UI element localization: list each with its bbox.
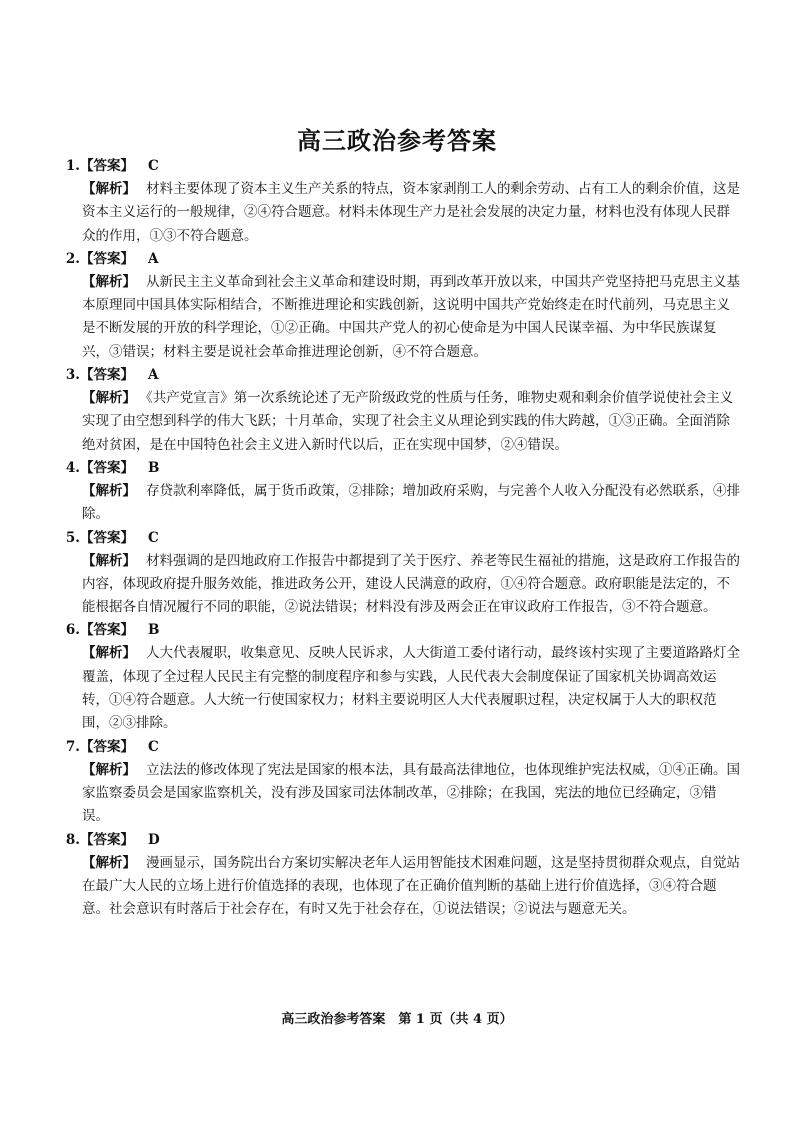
analysis-tag: 【解析】 xyxy=(82,181,136,197)
answer-line xyxy=(64,619,740,642)
question-number: 3. xyxy=(65,367,80,384)
analysis-text: 从新民主主义革命到社会主义革命和建设时期，再到改革开放以来，中国共产党坚持把马克思主义基本原理同中国具体实际相结合，不断推进理论和实践创新，这说明中国共产党始终走在时代前列，马克思主义是不断发展的开放的科学理论，①②正确。中国共产党人的初心使命是为中国人民谋幸福、为中华民族谋复兴，③错误；材料主要是说社会革命推进理论创新，④不符合题意。 xyxy=(82,273,740,360)
answer-tag: 【答案】 xyxy=(80,459,134,476)
analysis-text: 存贷款利率降低，属于货币政策，②排除；增加政府采购，与完善个人收入分配没有必然联系，④排除。 xyxy=(82,482,740,523)
answer-tag: 【答案】 xyxy=(80,367,134,384)
analysis-block xyxy=(64,759,740,829)
analysis-text: 立法法的修改体现了宪法是国家的根本法，具有最高法律地位，也体现维护宪法权威，①④正确。国家监察委员会是国家监察机关，没有涉及国家司法体制改革，②排除；在我国，宪法的地位已经确定，③错误。 xyxy=(82,761,740,825)
answer-tag: 【答案】 xyxy=(80,622,134,639)
analysis-block xyxy=(64,178,740,248)
answer-tag: 【答案】 xyxy=(80,831,134,848)
analysis-tag: 【解析】 xyxy=(82,273,136,290)
analysis-tag: 【解析】 xyxy=(82,761,136,778)
analysis-block xyxy=(64,550,740,620)
answer-line xyxy=(64,736,740,759)
question-number: 8. xyxy=(65,831,80,848)
question-number: 6. xyxy=(65,622,80,639)
answer-item xyxy=(64,736,740,829)
question-number: 2. xyxy=(65,250,80,267)
analysis-block xyxy=(64,480,740,527)
answer-value: A xyxy=(148,367,159,384)
analysis-text: 漫画显示，国务院出台方案切实解决老年人运用智能技术困难问题，这是坚持贯彻群众观点，自觉站在最广大人民的立场上进行价值选择的表现，也体现了在正确价值判断的基础上进行价值选择，③④符合题意。社会意识有时落后于社会存在，有时又先于社会存在，①说法错误；②说法与题意无关。 xyxy=(82,854,740,918)
answer-tag: 【答案】 xyxy=(80,250,134,267)
analysis-block xyxy=(64,387,740,457)
answer-tag: 【答案】 xyxy=(80,158,134,174)
analysis-text: 《共产党宣言》第一次系统论述了无产阶级政党的性质与任务，唯物史观和剩余价值学说使社会主义实现了由空想到科学的伟大飞跃；十月革命，实现了社会主义从理论到实践的伟大跨越，①③正确。全面消除绝对贫困，是在中国特色社会主义进入新时代以后，正在实现中国梦，②④错误。 xyxy=(82,390,734,453)
page-footer: 高三政治参考答案 第 1 页（共 4 页） xyxy=(281,1012,513,1027)
analysis-text: 材料强调的是四地政府工作报告中都提到了关于医疗、养老等民生福祉的措施，这是政府工作报告的内容，体现政府提升服务效能，推进政务公开，建设人民满意的政府，①④符合题意。政府职能是法定的，不能根据各自情况履行不同的职能，②说法错误；材料没有涉及两会正在审议政府工作报告，③不符合题意。 xyxy=(82,552,740,616)
answer-value: B xyxy=(148,459,160,476)
analysis-block xyxy=(64,271,740,364)
answer-item xyxy=(64,155,740,248)
answer-item xyxy=(64,248,740,364)
analysis-tag: 【解析】 xyxy=(82,390,136,407)
answer-line xyxy=(64,527,740,550)
analysis-tag: 【解析】 xyxy=(82,645,136,662)
analysis-block xyxy=(64,852,740,922)
answer-line xyxy=(64,364,740,387)
analysis-text: 人大代表履职，收集意见、反映人民诉求，人大街道工委付诸行动，最终该村实现了主要道路路灯全覆盖，体现了全过程人民民主有完整的制度程序和参与实践，人民代表大会制度保证了国家机关协调高效运转，①④符合题意。人大统一行使国家权力；材料主要说明区人大代表履职过程，决定权属于人大的职权范围，②③排除。 xyxy=(82,645,740,732)
answer-item xyxy=(64,457,740,527)
answer-list xyxy=(64,155,740,921)
question-number: 4. xyxy=(65,459,80,476)
answer-item xyxy=(64,527,740,620)
analysis-text: 材料主要体现了资本主义生产关系的特点，资本家剥削工人的剩余劳动、占有工人的剩余价值，这是资本主义运行的一般规律，②④符合题意。材料未体现生产力是社会发展的决定力量，材料也没有体现人民群众的作用，①③不符合题意。 xyxy=(82,181,740,244)
analysis-block xyxy=(64,642,740,735)
analysis-tag: 【解析】 xyxy=(82,482,136,499)
question-number: 7. xyxy=(65,738,80,755)
question-number: 1. xyxy=(65,158,80,174)
answer-item xyxy=(64,364,740,457)
analysis-tag: 【解析】 xyxy=(82,854,136,871)
answer-tag: 【答案】 xyxy=(80,529,134,546)
answer-value: C xyxy=(148,529,159,546)
answer-tag: 【答案】 xyxy=(80,738,134,755)
answer-line xyxy=(64,248,740,271)
answer-value: C xyxy=(148,738,159,755)
question-number: 5. xyxy=(65,529,80,546)
answer-line xyxy=(64,829,740,852)
answer-item xyxy=(64,619,740,735)
answer-value: C xyxy=(148,158,159,174)
answer-value: B xyxy=(148,622,160,639)
analysis-tag: 【解析】 xyxy=(82,552,136,569)
page-title: 高三政治参考答案 xyxy=(297,126,497,155)
answer-value: A xyxy=(148,250,159,267)
answer-value: D xyxy=(148,831,160,848)
answer-line xyxy=(64,155,740,178)
answer-item xyxy=(64,829,740,922)
answer-line xyxy=(64,457,740,480)
